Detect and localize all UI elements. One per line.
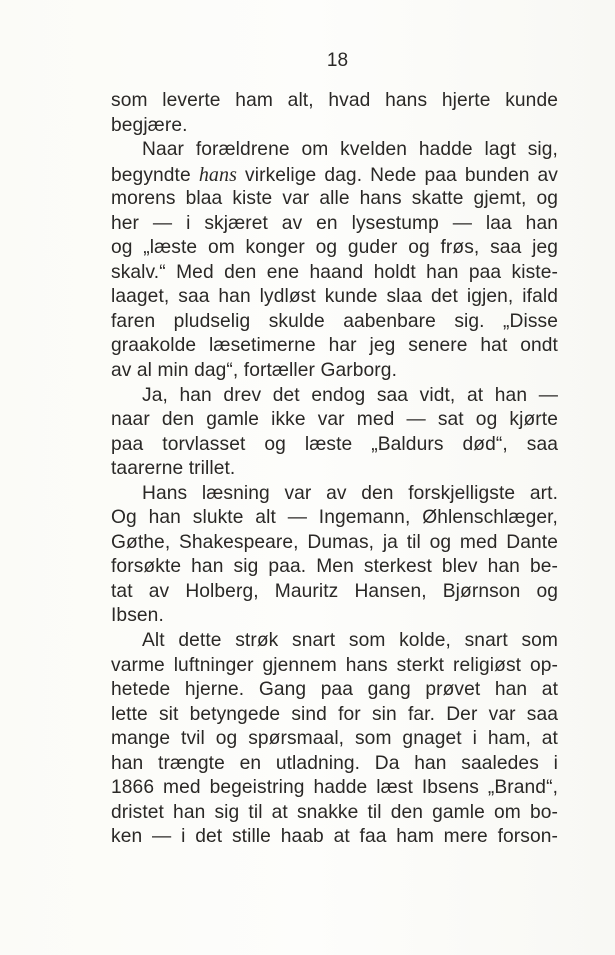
text-line: skalv.“ Med den ene haand holdt han paa kiste-	[111, 261, 558, 283]
text-line: varme luftninger gjennem hans sterkt religiøst op-	[111, 654, 558, 676]
text-line: Ibsen.	[111, 605, 164, 627]
text-line: morens blaa kiste var alle hans skatte gjemt, og	[111, 188, 558, 210]
text-segment: virkelige dag. Nede paa bunden av	[237, 164, 558, 186]
text-line: han trængte en utladning. Da han saaledes i	[111, 752, 558, 774]
text-segment: begyndte	[111, 164, 199, 186]
emphasized-word: hans	[198, 163, 237, 186]
text-line: Hans læsning var av den forskjelligste art.	[142, 482, 558, 504]
text-line: Og han slukte alt — Ingemann, Øhlenschlæger,	[111, 507, 558, 529]
text-line: taarerne trillet.	[111, 458, 236, 480]
text-line: laaget, saa han lydløst kunde slaa det igjen, ifald	[111, 286, 558, 308]
text-line: begjære.	[111, 114, 188, 136]
text-line: mange tvil og spørsmaal, som gnaget i ham, at	[111, 728, 558, 750]
text-line: og „læste om konger og guder og frøs, saa jeg	[111, 237, 558, 259]
body-text	[111, 89, 558, 850]
text-line: hetede hjerne. Gang paa gang prøvet han at	[111, 679, 558, 701]
text-line: som leverte ham alt, hvad hans hjerte kunde	[111, 90, 558, 111]
text-line: paa torvlasset og læste „Baldurs død“, saa	[111, 433, 558, 455]
text-line: ken — i det stille haab at faa ham mere forson-	[111, 826, 558, 848]
text-line	[111, 163, 558, 188]
text-line: Ja, han drev det endog saa vidt, at han —	[142, 384, 558, 406]
text-line: dristet han sig til at snakke til den gamle om bo-	[111, 801, 558, 823]
text-line: tat av Holberg, Mauritz Hansen, Bjørnson og	[111, 580, 558, 602]
text-line: naar den gamle ikke var med — sat og kjørte	[111, 409, 558, 431]
text-line: her — i skjæret av en lysestump — laa han	[111, 212, 558, 234]
text-line: lette sit betyngede sind for sin far. Der var saa	[111, 703, 558, 725]
text-line: 1866 med begeistring hadde læst Ibsens „Brand“,	[111, 777, 558, 799]
text-line: faren pludselig skulde aabenbare sig. „Disse	[111, 310, 558, 332]
text-line: forsøkte han sig paa. Men sterkest blev han be-	[111, 556, 558, 578]
text-line: Gøthe, Shakespeare, Dumas, ja til og med Dante	[111, 531, 558, 553]
text-line: Alt dette strøk snart som kolde, snart som	[142, 630, 558, 652]
text-line: Naar forældrene om kvelden hadde lagt sig,	[142, 139, 558, 161]
text-line: graakolde læsetimerne har jeg senere hat ondt	[111, 335, 558, 357]
text-line: av al min dag“, fortæller Garborg.	[111, 360, 397, 382]
page-number: 18	[326, 50, 349, 71]
